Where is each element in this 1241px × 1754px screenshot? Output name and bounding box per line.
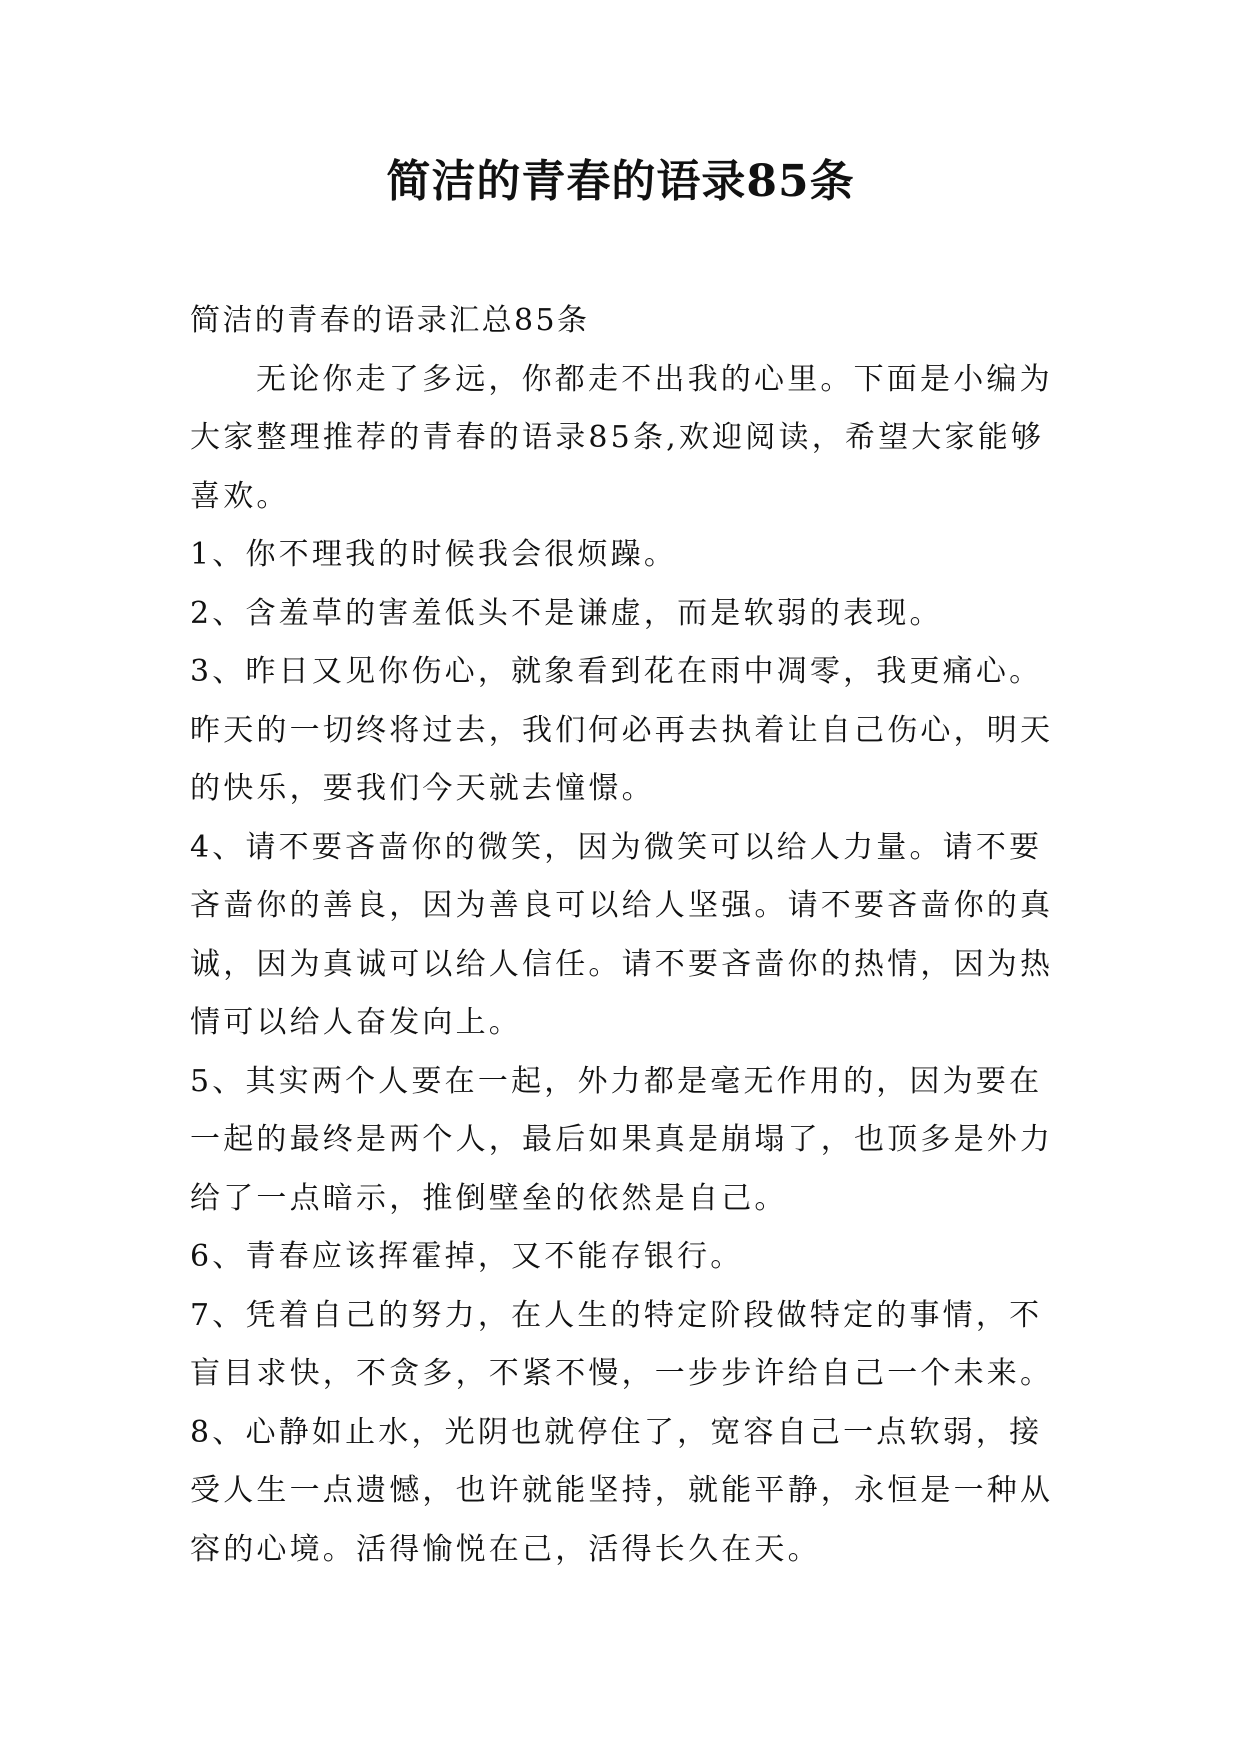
intro-paragraph: 无论你走了多远，你都走不出我的心里。下面是小编为大家整理推荐的青春的语录85条,欢迎阅读，希望大家能够喜欢。 [190,361,1053,514]
list-item: 7、凭着自己的努力，在人生的特定阶段做特定的事情，不盲目求快，不贪多，不紧不慢，一步步许给自己一个未来。 [190,1297,1054,1391]
document-title: 简洁的青春的语录85条 [386,156,855,207]
list-item: 8、心静如止水，光阴也就停住了，宽容自己一点软弱，接受人生一点遗憾，也许就能坚持，就能平静，永恒是一种从容的心境。活得愉悦在己，活得长久在天。 [190,1414,1054,1567]
document-subtitle: 简洁的青春的语录汇总85条 [190,303,590,338]
list-item: 3、昨日又见你伤心，就象看到花在雨中凋零，我更痛心。昨天的一切终将过去，我们何必再去执着让自己伤心，明天的快乐，要我们今天就去憧憬。 [190,654,1054,806]
list-item: 4、请不要吝啬你的微笑，因为微笑可以给人力量。请不要吝啬你的善良，因为善良可以给人坚强。请不要吝啬你的真诚，因为真诚可以给人信任。请不要吝啬你的热情，因为热情可以给人奋发向上。 [190,829,1054,1040]
list-item: 1、你不理我的时候我会很烦躁。 [190,537,678,572]
list-item: 2、含羞草的害羞低头不是谦虚，而是软弱的表现。 [190,595,943,631]
document-body [190,292,1060,1579]
list-item: 5、其实两个人要在一起，外力都是毫无作用的，因为要在一起的最终是两个人，最后如果真是崩塌了，也顶多是外力给了一点暗示，推倒壁垒的依然是自己。 [190,1063,1054,1216]
list-item: 6、青春应该挥霍掉，又不能存银行。 [190,1239,744,1274]
